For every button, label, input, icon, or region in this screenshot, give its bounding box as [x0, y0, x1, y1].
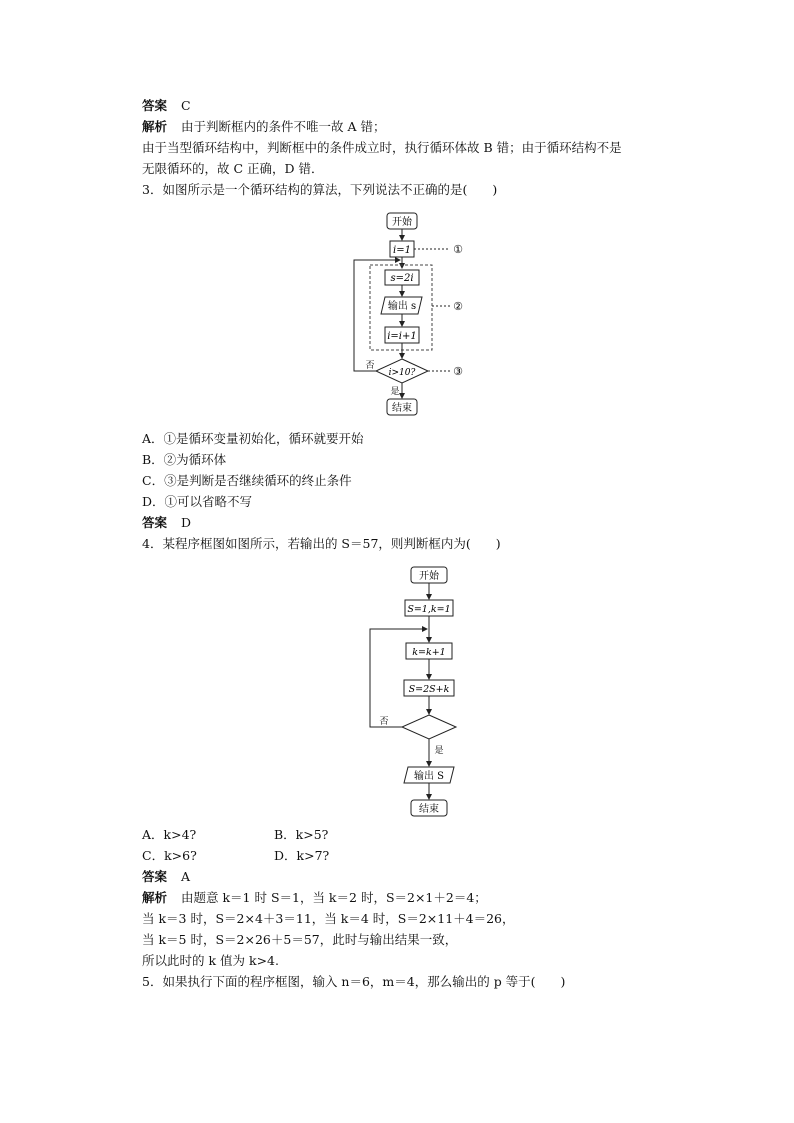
q3-question: 3．如图所示是一个循环结构的算法，下列说法不正确的是( )	[142, 182, 498, 197]
q4-start-text: 开始	[419, 571, 439, 582]
q2-analysis-line3: 无限循环的，故 C 正确，D 错．	[142, 161, 324, 176]
q4-answer	[142, 869, 190, 885]
q4-end-text: 结束	[419, 804, 439, 815]
q5-question: 5．如果执行下面的程序框图，输入 n＝6，m＝4，那么输出的 p 等于( )	[142, 974, 566, 989]
q3-condition-text: i>10?	[388, 368, 416, 378]
q3-init-text: i=1	[393, 245, 411, 256]
q4-condition-diamond	[402, 715, 456, 739]
q4-no-label: 否	[379, 717, 389, 727]
q3-output-text: 输出 s	[387, 301, 417, 312]
q3-step1-text: s=2i	[390, 273, 414, 284]
analysis-text: 由于判断框内的条件不唯一故 A 错；	[181, 119, 386, 134]
q4-question: 4．某程序框图如图所示，若输出的 S＝57，则判断框内为( )	[142, 536, 501, 551]
q4-option-a: A．k>4?	[142, 827, 197, 842]
analysis-label: 解析	[142, 890, 168, 905]
q3-option-b: B．②为循环体	[142, 452, 227, 467]
q4-yes-label: 是	[434, 746, 444, 756]
q4-option-b: B．k>5?	[274, 827, 329, 842]
answer-value: A	[181, 869, 191, 884]
q4-analysis-line3: 当 k＝5 时，S＝2×26＋5＝57，此时与输出结果一致，	[142, 932, 458, 947]
q3-option-a: A．①是循环变量初始化，循环就要开始	[142, 431, 364, 446]
q4-analysis-line4: 所以此时的 k 值为 k>4.	[142, 953, 279, 968]
q4-step1-text: k=k+1	[412, 647, 446, 658]
q4-flowchart	[360, 562, 490, 820]
q3-step2-text: i=i+1	[387, 331, 417, 342]
q3-option-c: C．③是判断是否继续循环的终止条件	[142, 473, 352, 488]
answer-label: 答案	[142, 515, 168, 530]
q4-init-text: S=1,k=1	[407, 604, 451, 615]
q2-analysis-line1	[142, 119, 385, 135]
q2-analysis-line2: 由于当型循环结构中，判断框中的条件成立时，执行循环体故 B 错；由于循环结构不是	[142, 140, 622, 155]
answer-label: 答案	[142, 869, 168, 884]
q3-flowchart	[340, 208, 500, 420]
answer-label: 答案	[142, 98, 168, 113]
q4-output-text: 输出 S	[413, 771, 445, 782]
q3-option-d: D．①可以省略不写	[142, 494, 253, 509]
q3-marker-1: ①	[453, 243, 463, 256]
q3-yes-label: 是	[390, 387, 400, 397]
q4-option-c: C．k>6?	[142, 848, 197, 863]
analysis-text: 由题意 k＝1 时 S＝1，当 k＝2 时，S＝2×1＋2＝4；	[181, 890, 487, 905]
q4-analysis-line1	[142, 890, 487, 906]
answer-value: C	[181, 98, 191, 113]
q2-answer	[142, 98, 191, 114]
analysis-label: 解析	[142, 119, 168, 134]
q4-analysis-line2: 当 k＝3 时，S＝2×4＋3＝11，当 k＝4 时，S＝2×11＋4＝26，	[142, 911, 515, 926]
q3-marker-3: ③	[453, 365, 463, 378]
answer-value: D	[181, 515, 192, 530]
q3-no-label: 否	[365, 361, 375, 371]
q3-end-text: 结束	[392, 403, 412, 414]
q4-option-d: D．k>7?	[274, 848, 330, 863]
q3-answer	[142, 515, 191, 531]
q4-step2-text: S=2S+k	[408, 684, 450, 695]
q3-marker-2: ②	[453, 300, 463, 313]
q3-start-text: 开始	[392, 217, 412, 228]
